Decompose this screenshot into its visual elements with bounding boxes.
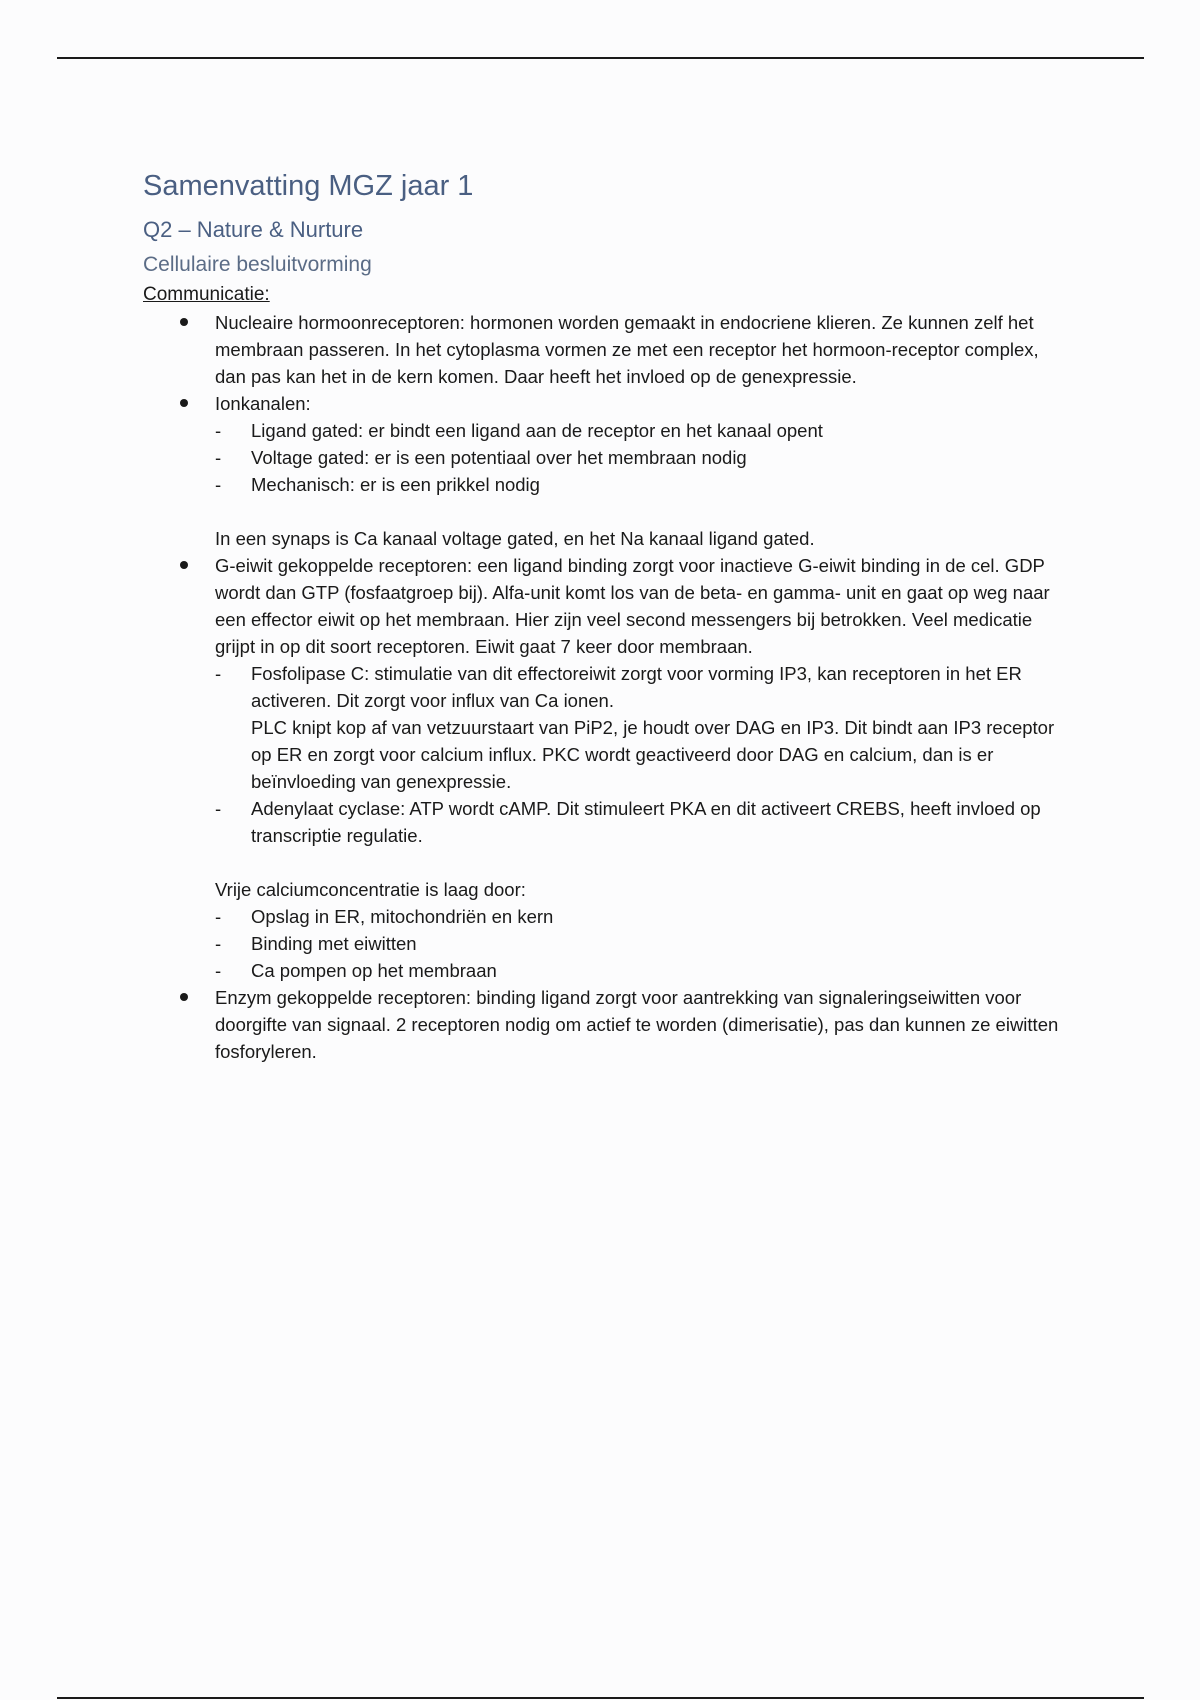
list-item-text: Enzym gekoppelde receptoren: binding ligand zorgt voor aantrekking van signaleringseiwitten voor doorgifte van signaal. 2 receptoren nodig om actief te worden (dimerisatie), pas dan kunnen ze eiwitten fosforyleren. xyxy=(215,987,1059,1063)
dash-item: - Mechanisch: er is een prikkel nodig xyxy=(215,474,540,496)
bullet-icon xyxy=(180,993,188,1001)
dash-item: - Ca pompen op het membraan xyxy=(215,960,497,982)
dash-item: - Binding met eiwitten xyxy=(215,933,417,955)
document-body xyxy=(143,168,1063,1065)
synapse-note: In een synaps is Ca kanaal voltage gated, en het Na kanaal ligand gated. xyxy=(215,528,815,550)
bullet-list xyxy=(143,309,1063,1065)
bullet-icon xyxy=(180,318,188,326)
dash-item: - Opslag in ER, mitochondriën en kern xyxy=(215,906,554,928)
bullet-icon xyxy=(180,561,188,569)
dash-item: - Adenylaat cyclase: ATP wordt cAMP. Dit stimuleert PKA en dit activeert CREBS, heeft invloed op transcriptie regulatie. xyxy=(215,798,1041,847)
dash-list xyxy=(215,660,1063,849)
footer-rule xyxy=(57,1697,1144,1699)
list-item-text: G-eiwit gekoppelde receptoren: een ligand binding zorgt voor inactieve G-eiwit binding in de cel. GDP wordt dan GTP (fosfaatgroep bij). Alfa-unit komt los van de beta- en gamma- unit en gaat op weg naar een effector eiwit op het membraan. Hier zijn veel second messengers bij betrokken. Veel medicatie grijpt in op dit soort receptoren. Eiwit gaat 7 keer door membraan. xyxy=(215,555,1050,658)
bullet-icon xyxy=(180,399,188,407)
list-item-text: Ionkanalen: xyxy=(215,393,311,415)
list-item xyxy=(143,552,1063,984)
document-title: Samenvatting MGZ jaar 1 xyxy=(143,170,474,202)
list-item xyxy=(143,984,1063,1065)
dash-item: - Ligand gated: er bindt een ligand aan de receptor en het kanaal opent xyxy=(215,420,823,442)
list-item xyxy=(143,390,1063,552)
dash-list xyxy=(215,417,1063,498)
header-rule xyxy=(57,57,1144,59)
dash-list xyxy=(215,903,1063,984)
heading-quarter: Q2 – Nature & Nurture xyxy=(143,216,364,242)
dash-item: - Voltage gated: er is een potentiaal over het membraan nodig xyxy=(215,447,747,469)
calcium-intro: Vrije calciumconcentratie is laag door: xyxy=(215,879,526,901)
heading-section: Cellulaire besluitvorming xyxy=(143,253,372,277)
heading-subsection: Communicatie: xyxy=(143,283,270,305)
list-item xyxy=(143,309,1063,390)
dash-item: - Fosfolipase C: stimulatie van dit effectoreiwit zorgt voor vorming IP3, kan receptoren in het ER activeren. Dit zorgt voor influx van Ca ionen. PLC knipt kop af van vetzuurstaart van PiP2, je houdt over DAG en IP3. Dit bindt aan IP3 receptor op ER en zorgt voor calcium influx. PKC wordt geactiveerd door DAG en calcium, dan is er beïnvloeding van genexpressie. xyxy=(215,660,1063,795)
dash-item-continuation: PLC knipt kop af van vetzuurstaart van PiP2, je houdt over DAG en IP3. Dit bindt aan IP3 receptor op ER en zorgt voor calcium influx. PKC wordt geactiveerd door DAG en calcium, dan is er beïnvloeding van genexpressie. xyxy=(251,717,1055,793)
list-item-text: Nucleaire hormoonreceptoren: hormonen worden gemaakt in endocriene klieren. Ze kunnen zelf het membraan passeren. In het cytoplasma vormen ze met een receptor het hormoon-receptor complex, dan pas kan het in de kern komen. Daar heeft het invloed op de genexpressie. xyxy=(215,312,1039,388)
